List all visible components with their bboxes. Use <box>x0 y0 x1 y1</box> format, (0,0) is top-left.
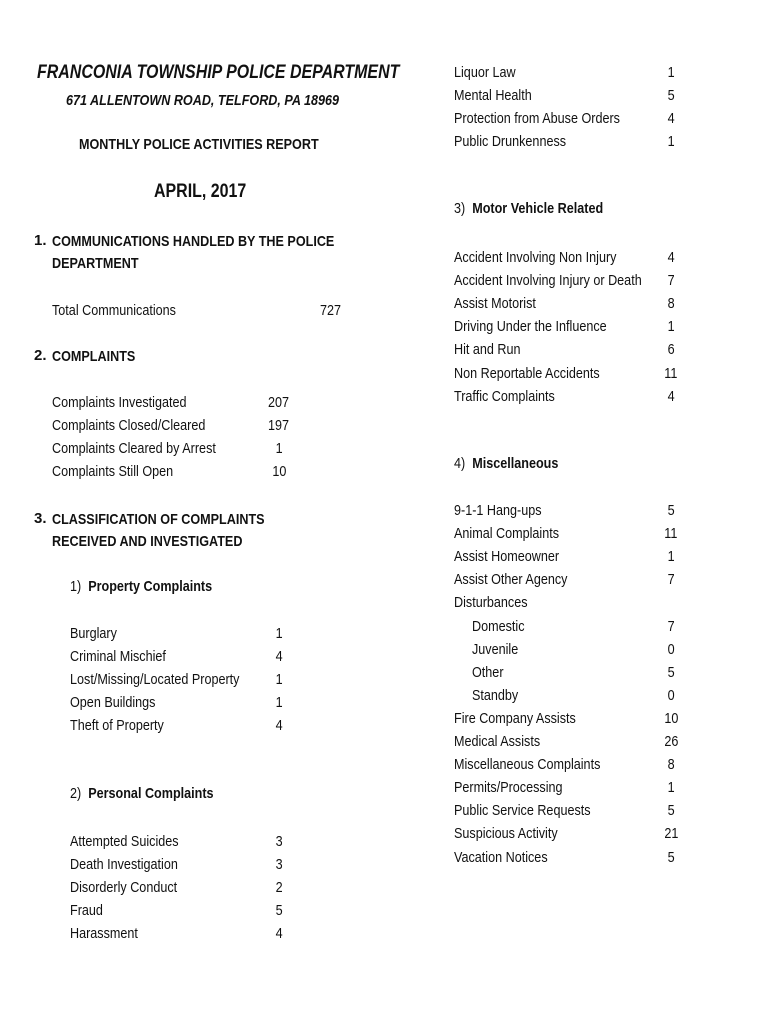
section-number: 1. <box>34 232 47 249</box>
item-value: 3 <box>275 833 283 850</box>
list-item <box>454 846 691 869</box>
item-value: 1 <box>275 694 283 712</box>
item-label: Other <box>472 663 504 681</box>
item-label: Complaints Closed/Cleared <box>52 417 206 435</box>
item-value: 5 <box>667 848 675 866</box>
item-label: Domestic <box>472 617 525 635</box>
list-item <box>454 545 691 568</box>
list-item <box>454 799 691 822</box>
item-value: 21 <box>663 825 679 843</box>
item-label: Assist Other Agency <box>454 571 568 589</box>
item-value: 7 <box>667 571 675 589</box>
item-label: Complaints Cleared by Arrest <box>52 440 216 458</box>
list-item <box>454 730 691 753</box>
list-item <box>454 84 691 107</box>
item-value: 5 <box>667 663 675 681</box>
list-item <box>454 338 691 361</box>
item-label: Disturbances <box>454 594 528 612</box>
item-value: 1 <box>667 548 675 566</box>
item-label: Assist Homeowner <box>454 548 560 566</box>
item-label: Liquor Law <box>454 64 516 81</box>
item-label: Standby <box>472 686 519 704</box>
item-label: Hit and Run <box>454 341 521 359</box>
item-value: 0 <box>667 686 675 704</box>
list-item <box>454 362 691 385</box>
subsection-title: 4) Miscellaneous <box>454 455 559 472</box>
item-value: 197 <box>268 417 290 435</box>
item-value: 26 <box>663 733 679 750</box>
item-label: Permits/Processing <box>454 779 563 797</box>
item-label: Public Service Requests <box>454 802 591 820</box>
item-label: Traffic Complaints <box>454 387 555 405</box>
item-label: Criminal Mischief <box>70 648 166 666</box>
list-item <box>454 638 691 661</box>
item-label: Theft of Property <box>70 717 164 735</box>
item-value: 2 <box>275 879 283 897</box>
section-title: COMMUNICATIONS HANDLED BY THE POLICE DEPARTMENT <box>52 233 335 272</box>
item-value: 5 <box>667 802 675 820</box>
list-item <box>454 130 691 153</box>
list-item <box>52 414 299 437</box>
list-item <box>70 691 299 714</box>
item-value: 4 <box>275 717 283 735</box>
item-label: Medical Assists <box>454 733 541 750</box>
list-item <box>70 645 299 668</box>
item-value: 1 <box>275 440 283 458</box>
list-item <box>52 437 299 460</box>
list-item <box>454 385 691 408</box>
item-value: 1 <box>667 318 675 336</box>
item-label: Complaints Investigated <box>52 394 187 411</box>
list-item <box>454 107 691 130</box>
list-item <box>454 522 691 545</box>
list-item <box>454 615 691 638</box>
item-value: 5 <box>667 502 675 519</box>
report-period: APRIL, 2017 <box>154 181 247 202</box>
item-label: Vacation Notices <box>454 848 548 866</box>
list-item <box>454 292 691 315</box>
list-item <box>70 899 299 922</box>
item-label: Accident Involving Non Injury <box>454 249 617 266</box>
list-item <box>70 668 299 691</box>
list-item <box>70 922 299 945</box>
item-label: Complaints Still Open <box>52 463 174 481</box>
item-value: 1 <box>275 625 283 642</box>
subsection-title: 3) Motor Vehicle Related <box>454 200 604 217</box>
item-label: Assist Motorist <box>454 295 536 313</box>
item-value: 4 <box>667 387 675 405</box>
item-value: 1 <box>275 671 283 689</box>
item-value: 7 <box>667 272 675 290</box>
item-value: 3 <box>275 856 283 874</box>
item-value: 1 <box>667 133 675 151</box>
item-value: 11 <box>664 364 678 382</box>
item-label: Fire Company Assists <box>454 709 576 727</box>
item-label: Miscellaneous Complaints <box>454 756 601 774</box>
item-value: 4 <box>275 925 283 943</box>
item-value: 207 <box>268 394 290 411</box>
section-title: CLASSIFICATION OF COMPLAINTS RECEIVED AND INVESTIGATED <box>52 511 265 550</box>
item-label: Protection from Abuse Orders <box>454 110 620 128</box>
list-item <box>454 269 691 292</box>
item-label: Open Buildings <box>70 694 156 712</box>
list-item <box>454 661 691 684</box>
item-label: Non Reportable Accidents <box>454 364 600 382</box>
list-item <box>454 591 691 614</box>
item-label: Accident Involving Injury or Death <box>454 272 642 290</box>
list-item <box>52 460 299 483</box>
list-item <box>454 684 691 707</box>
list-item <box>454 707 691 730</box>
list-item <box>70 853 299 876</box>
item-label: Lost/Missing/Located Property <box>70 671 240 689</box>
list-item <box>70 622 299 645</box>
item-label: Mental Health <box>454 87 532 105</box>
item-value: 5 <box>667 87 675 105</box>
section-number: 3. <box>34 510 47 527</box>
list-item <box>454 568 691 591</box>
item-value: 10 <box>271 463 287 481</box>
item-value: 0 <box>667 640 675 658</box>
item-label: Death Investigation <box>70 856 178 874</box>
item-value: 4 <box>667 249 675 266</box>
item-label: Fraud <box>70 902 103 920</box>
item-label: 9-1-1 Hang-ups <box>454 502 542 519</box>
item-value: 1 <box>667 779 675 797</box>
item-label: Animal Complaints <box>454 525 560 543</box>
item-label: Public Drunkenness <box>454 133 567 151</box>
department-address: 671 ALLENTOWN ROAD, TELFORD, PA 18969 <box>66 92 340 109</box>
item-label: Driving Under the Influence <box>454 318 607 336</box>
list-item <box>52 391 299 414</box>
report-title: MONTHLY POLICE ACTIVITIES REPORT <box>79 136 319 153</box>
list-item <box>70 830 299 853</box>
list-item <box>454 822 691 845</box>
item-value: 4 <box>667 110 675 128</box>
item-label: Burglary <box>70 625 117 642</box>
subsection-title: 2) Personal Complaints <box>70 785 214 802</box>
item-value: 1 <box>667 64 675 81</box>
department-title: FRANCONIA TOWNSHIP POLICE DEPARTMENT <box>37 62 400 83</box>
item-value: 6 <box>667 341 675 359</box>
item-label: Harassment <box>70 925 138 943</box>
item-value: 11 <box>664 525 678 543</box>
section-number: 2. <box>34 347 47 364</box>
item-value: 8 <box>667 295 675 313</box>
list-item <box>454 499 691 522</box>
list-item <box>454 61 691 84</box>
list-item: Total Communications 727 <box>52 302 342 319</box>
list-item <box>70 714 299 737</box>
item-value: 5 <box>275 902 283 920</box>
item-label: Disorderly Conduct <box>70 879 178 897</box>
list-item <box>454 776 691 799</box>
item-label: Attempted Suicides <box>70 833 179 850</box>
item-label: Juvenile <box>472 640 519 658</box>
item-value: 8 <box>667 756 675 774</box>
section-title: COMPLAINTS <box>52 348 136 365</box>
item-label: Suspicious Activity <box>454 825 558 843</box>
item-value: 7 <box>667 617 675 635</box>
list-item <box>454 753 691 776</box>
list-item <box>454 246 691 269</box>
list-item <box>70 876 299 899</box>
subsection-title: 1) Property Complaints <box>70 578 213 595</box>
item-value: 10 <box>663 709 679 727</box>
list-item <box>454 315 691 338</box>
item-value: 4 <box>275 648 283 666</box>
